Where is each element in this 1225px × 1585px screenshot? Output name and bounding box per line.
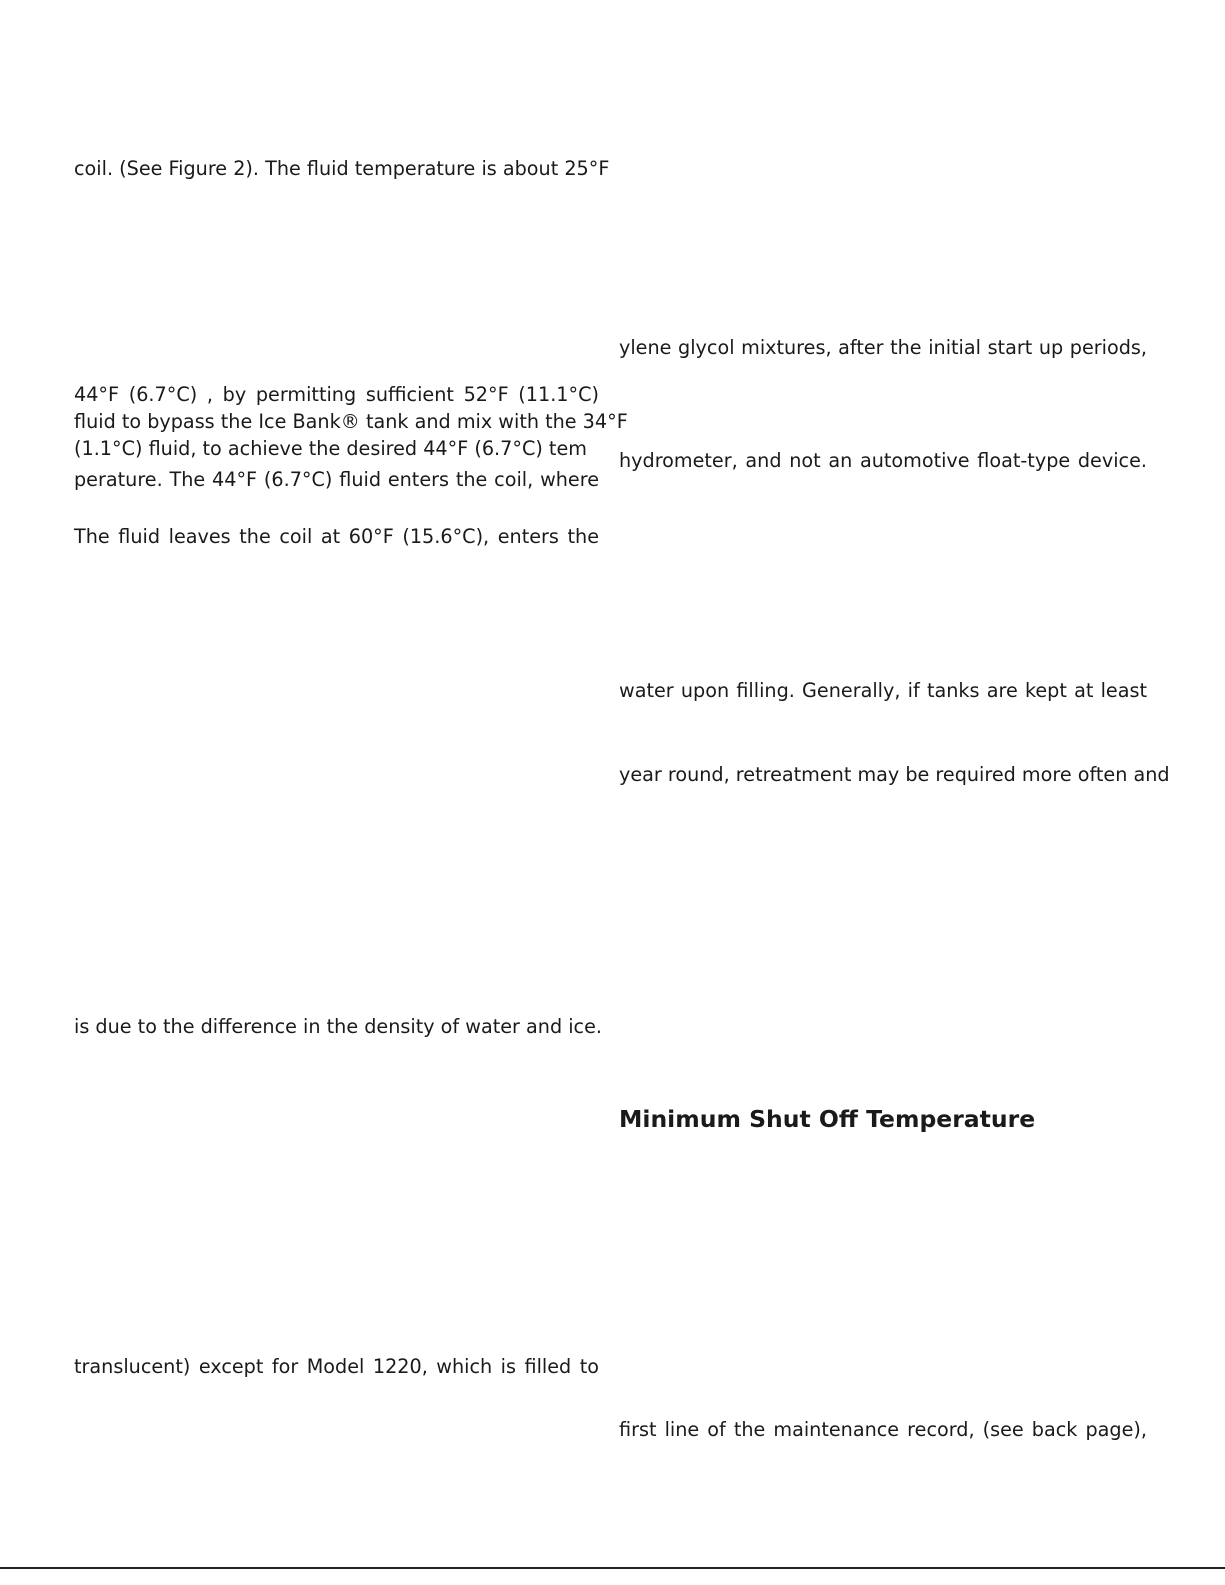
right-text-line-1: ylene glycol mixtures, after the initial start up periods, [619, 336, 1147, 359]
left-text-line-8: translucent) except for Model 1220, which is filled to [74, 1355, 599, 1378]
left-text-line-5: perature. The 44°F (6.7°C) fluid enters the coil, where [74, 468, 599, 491]
right-text-line-3: water upon filling. Generally, if tanks are kept at least [619, 679, 1147, 702]
left-text-line-6: The fluid leaves the coil at 60°F (15.6°C), enters the [74, 525, 599, 548]
left-text-line-4: (1.1°C) fluid, to achieve the desired 44°F (6.7°C) tem [74, 437, 587, 460]
left-text-line-3: fluid to bypass the Ice Bank® tank and mix with the 34°F [74, 410, 628, 433]
right-text-line-5: first line of the maintenance record, (see back page), [619, 1418, 1147, 1441]
right-text-line-4: year round, retreatment may be required more often and [619, 763, 1170, 786]
left-text-line-1: coil. (See Figure 2). The fluid temperature is about 25°F [74, 157, 610, 180]
bottom-divider [0, 1567, 1225, 1569]
left-text-line-2: 44°F (6.7°C) , by permitting sufficient 52°F (11.1°C) [74, 383, 599, 406]
right-text-line-2: hydrometer, and not an automotive float-type device. [619, 449, 1147, 472]
section-heading: Minimum Shut Off Temperature [619, 1105, 1036, 1133]
left-text-line-7: is due to the difference in the density of water and ice. [74, 1015, 603, 1038]
